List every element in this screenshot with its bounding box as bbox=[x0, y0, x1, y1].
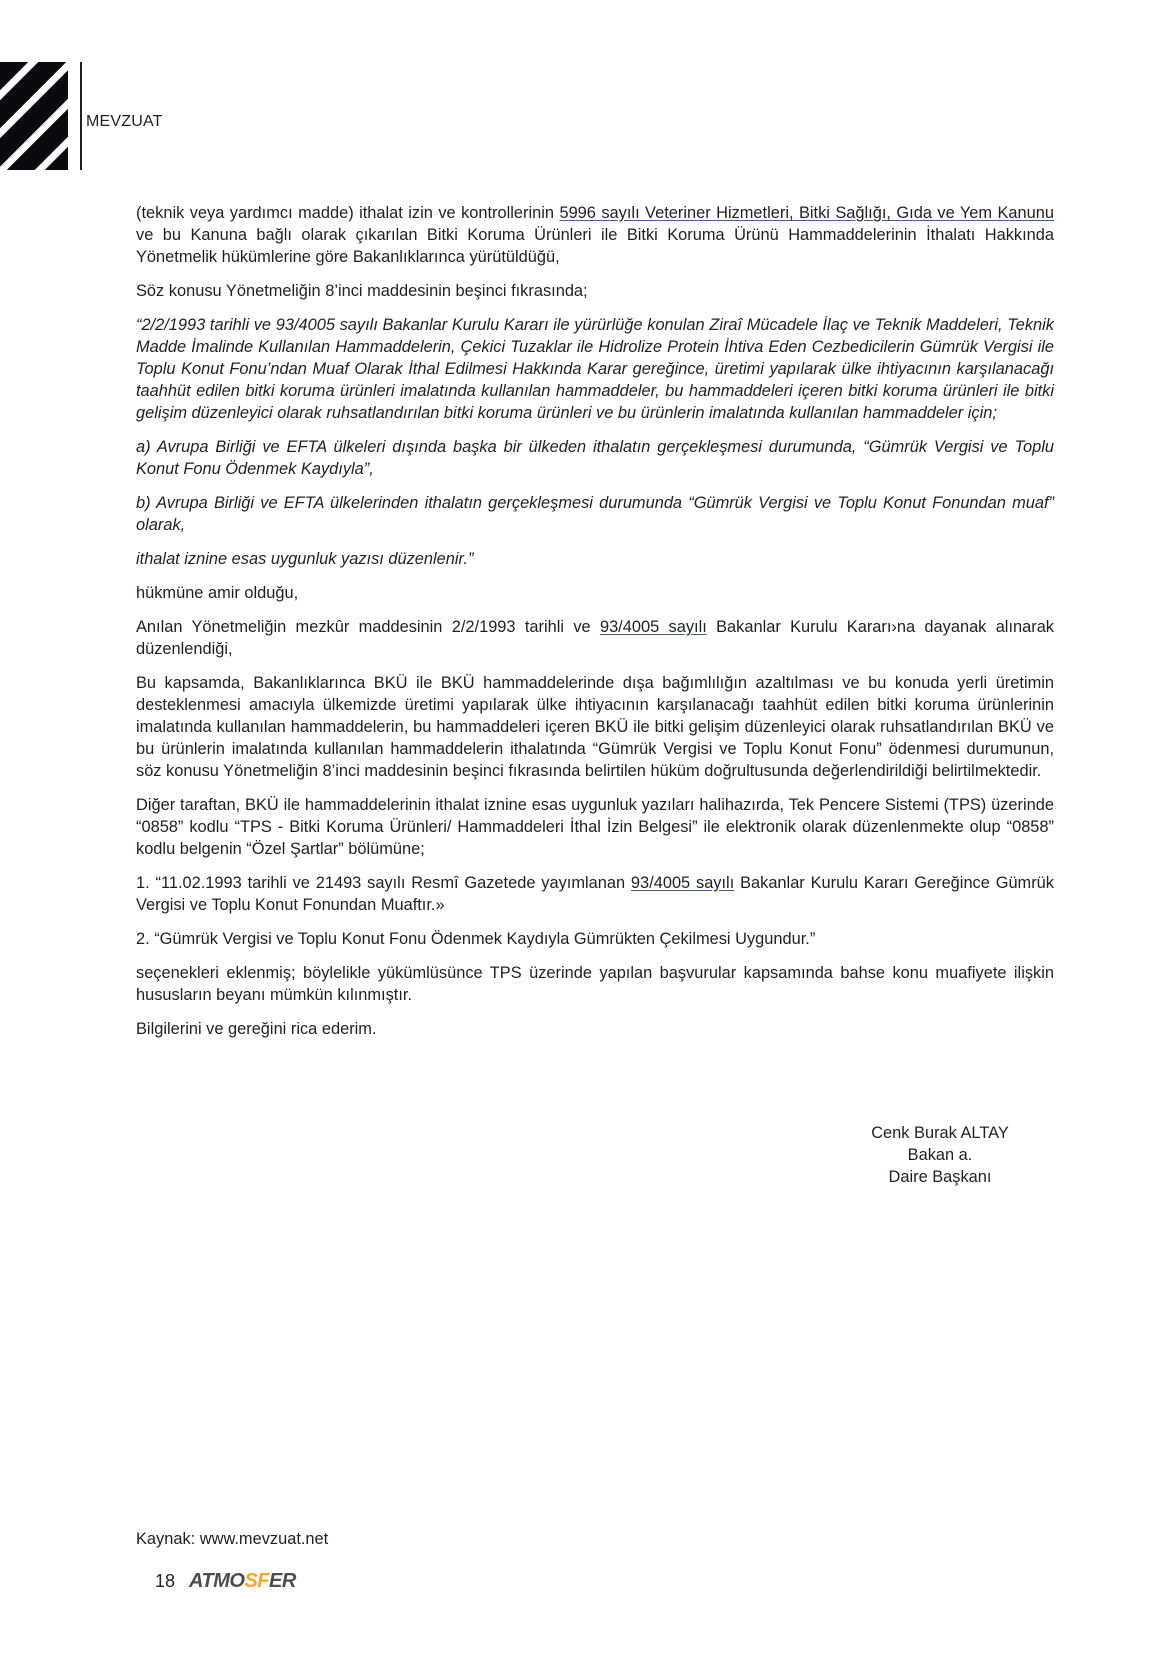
stripe-decoration bbox=[0, 62, 68, 170]
option-2: 2. “Gümrük Vergisi ve Toplu Konut Fonu Ödenmek Kaydıyla Gümrükten Çekilmesi Uygundur.” bbox=[136, 930, 816, 948]
page-footer bbox=[155, 1570, 296, 1593]
signatory-role: Bakan a. bbox=[907, 1146, 973, 1164]
paragraph: Bu kapsamda, Bakanlıklarınca BKÜ ile BKÜ hammaddelerinde dışa bağımlılığın azaltılması ve bu konuda yerli üretimin desteklenmesi amacıyla ülkemizde üretimi yapılarak ülke ihtiyacının karşılanacağı taahhüt edilen bitki koruma ürünlerinin imalatında kullanılan hammaddelerin, bu hammaddeleri içeren BKÜ ile bitki gelişim düzenleyici olarak ruhsatlandırılan BKÜ ve bu ürünlerin imalatında kullanılan hammaddelerin ithalatında “Gümrük Vergisi ve Toplu Konut Fonu” ödenmesi durumunun, söz konusu Yönetmeliğin 8’inci maddesinin beşinci fıkrasında belirtilen hüküm doğrultusunda değerlendirildiği belirtilmektedir. bbox=[136, 674, 1054, 780]
signature-block bbox=[820, 1122, 1060, 1188]
paragraph: hükmüne amir olduğu, bbox=[136, 584, 299, 602]
quoted-regulation: “2/2/1993 tarihli ve 93/4005 sayılı Bakanlar Kurulu Kararı ile yürürlüğe konulan Ziraî Mücadele İlaç ve Teknik Maddeleri, Teknik Madde İmalinde Kullanılan Hammaddelerin, Çekici Tuzaklar ile Hidrolize Protein İhtiva Eden Cezbedicilerin Gümrük Vergisi ile Toplu Konut Fonu’ndan Muaf Olarak İthal Edilmesi Hakkında Karar gereğince, üretimi yapılarak ülke ihtiyacının karşılanacağı taahhüt edilen bitki koruma ürünleri imalatında kullanılan hammaddeler, bu hammaddeleri içeren bitki koruma ürünleri ile bitki gelişim düzenleyici olarak ruhsatlandırılan bitki koruma ürünleri ve bu ürünlerin imalatında kullanılan hammaddeler için; bbox=[136, 316, 1054, 422]
paragraph: (teknik veya yardımcı madde) ithalat izin ve kontrollerinin 5996 sayılı Veteriner Hizmetleri, Bitki Sağlığı, Gıda ve Yem Kanunu ve bu Kanuna bağlı olarak çıkarılan Bitki Koruma Ürünleri ile Bitki Koruma Ürünü Hammaddelerinin İthalatı Hakkında Yönetmelik hükümlerine göre Bakanlıklarınca yürütüldüğü, bbox=[136, 204, 1054, 266]
signatory-title: Daire Başkanı bbox=[888, 1168, 992, 1186]
paragraph: Anılan Yönetmeliğin mezkûr maddesinin 2/2/1993 tarihli ve 93/4005 sayılı Bakanlar Kurulu Kararı›na dayanak alınarak düzenlendiği, bbox=[136, 618, 1055, 658]
section-label: MEVZUAT bbox=[86, 113, 163, 130]
paragraph: Söz konusu Yönetmeliğin 8’inci maddesinin beşinci fıkrasında; bbox=[136, 282, 588, 300]
signatory-name: Cenk Burak ALTAY bbox=[871, 1124, 1009, 1142]
article-body bbox=[136, 202, 1054, 1052]
page-number: 18 bbox=[155, 1571, 176, 1591]
law-5996-link[interactable]: 5996 sayılı Veteriner Hizmetleri, Bitki Sağlığı, Gıda ve Yem Kanunu bbox=[559, 204, 1054, 222]
source-note: Kaynak: www.mevzuat.net bbox=[136, 1530, 329, 1548]
header-divider bbox=[80, 62, 82, 170]
decision-93-4005-link[interactable]: 93/4005 sayılı bbox=[599, 618, 707, 636]
option-1: 1. “11.02.1993 tarihli ve 21493 sayılı Resmî Gazetede yayımlanan 93/4005 sayılı Bakanlar Kurulu Kararı Gereğince Gümrük Vergisi ve Toplu Konut Fonundan Muaftır.» bbox=[136, 874, 1054, 914]
atmosfer-logo: ATMOSFER bbox=[189, 1570, 296, 1592]
quoted-closing: ithalat iznine esas uygunluk yazısı düzenlenir.” bbox=[136, 550, 474, 568]
closing-line: Bilgilerini ve gereğini rica ederim. bbox=[136, 1020, 377, 1038]
paragraph: Diğer taraftan, BKÜ ile hammaddelerinin ithalat iznine esas uygunluk yazıları halihazırda, Tek Pencere Sistemi (TPS) üzerinde “0858” kodlu “TPS - Bitki Koruma Ürünleri/ Hammaddeleri İthal İzin Belgesi” ile elektronik olarak düzenlenmekte olup “0858” kodlu belgenin “Özel Şartlar” bölümüne; bbox=[136, 796, 1054, 858]
quoted-item-b: b) Avrupa Birliği ve EFTA ülkelerinden ithalatın gerçekleşmesi durumunda “Gümrük Vergisi ve Toplu Konut Fonundan muaf” olarak, bbox=[136, 494, 1054, 534]
decision-93-4005-link[interactable]: 93/4005 sayılı bbox=[630, 874, 735, 892]
quoted-item-a: a) Avrupa Birliği ve EFTA ülkeleri dışında başka bir ülkeden ithalatın gerçekleşmesi durumunda, “Gümrük Vergisi ve Toplu Konut Fonu Ödenmek Kaydıyla”, bbox=[136, 438, 1054, 478]
paragraph: seçenekleri eklenmiş; böylelikle yükümlüsünce TPS üzerinde yapılan başvurular kapsamında bahse konu muafiyete ilişkin hususların beyanı mümkün kılınmıştır. bbox=[136, 964, 1054, 1004]
